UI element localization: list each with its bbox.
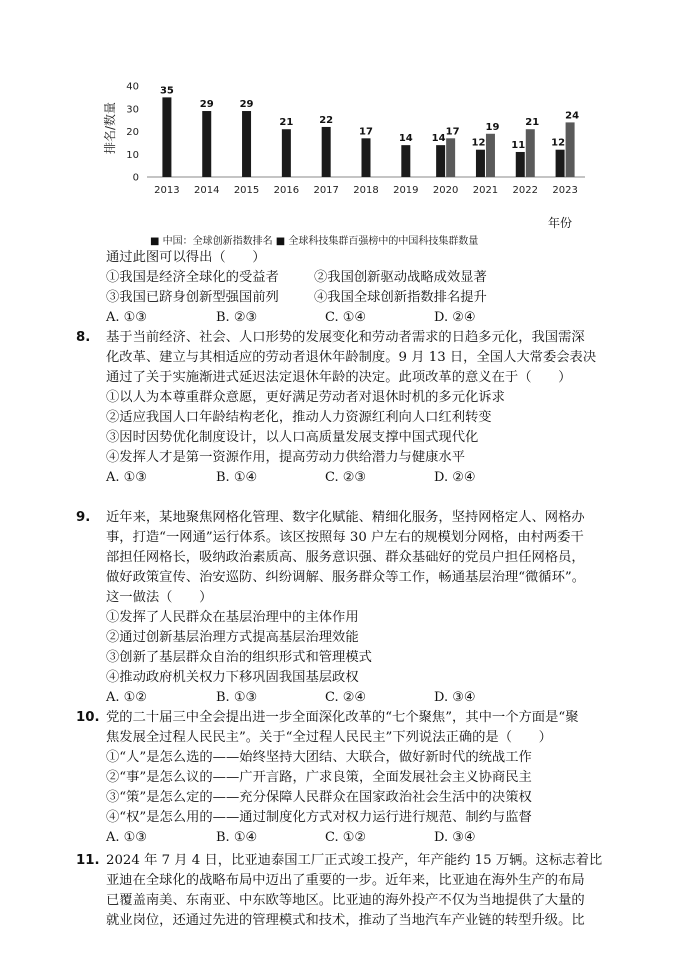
q8-item-2: ②适应我国人口年龄结构老化，推动人力资源红利向人口红利转变 [106, 410, 492, 425]
q10-option-b[interactable]: B. ①④ [216, 830, 258, 845]
q8-line-3: 通过了关于实施渐进式延迟法定退休年龄的决定。此项改革的意义在于（ ） [106, 370, 572, 385]
x-axis-title: 年份 [548, 216, 573, 230]
bar-series-1 [556, 150, 565, 177]
bar-series-1 [476, 150, 485, 177]
q8-option-b[interactable]: B. ①④ [216, 470, 258, 485]
q9-option-d[interactable]: D. ③④ [434, 690, 476, 705]
q9-line-5: 这一做法（ ） [106, 590, 213, 605]
bar-series-1 [436, 145, 445, 177]
x-tick-label: 2016 [273, 185, 300, 196]
q9-number: 9. [76, 510, 91, 525]
q7-stem: 通过此图可以得出（ ） [106, 250, 266, 265]
x-tick-label: 2023 [552, 185, 578, 196]
bar-series-1 [282, 129, 291, 177]
x-tick-label: 2021 [472, 185, 499, 196]
y-tick-label: 40 [126, 81, 139, 93]
bar-series-2 [566, 122, 575, 177]
chart-legend: ■ 中国：全球创新指数排名 ■ 全球科技集群百强榜中的中国科技集群数量 [150, 236, 479, 247]
q9-option-c[interactable]: C. ②④ [325, 690, 367, 705]
q8-item-4: ④发挥人才是第一资源作用，提高劳动力供给潜力与健康水平 [106, 450, 466, 465]
q7-option-a[interactable]: A. ①③ [106, 310, 147, 325]
y-tick-label: 30 [126, 104, 139, 116]
q8-item-1: ①以人为本尊重群众意愿，更好满足劳动者对退休时机的多元化诉求 [106, 390, 505, 405]
q11-line-1: 2024 年 7 月 4 日，比亚迪泰国工厂正式竣工投产，年产能约 15 万辆。这标志着比 [106, 853, 603, 868]
x-tick-label: 2022 [512, 185, 538, 196]
q10-line-2: 焦发展全过程人民民主”。关于“全过程人民民主”下列说法正确的是（ ） [106, 730, 552, 745]
data-label: 17 [445, 126, 460, 138]
bar-series-2 [526, 129, 535, 177]
bar-series-1 [202, 111, 211, 177]
q10-item-3: ③“策”是怎么定的——充分保障人民群众在国家政治社会生活中的决策权 [106, 790, 532, 805]
q9-line-4: 做好政策宣传、治安巡防、纠纷调解、服务群众等工作，畅通基层治理“微循环”。 [106, 570, 585, 585]
data-label: 14 [398, 133, 413, 145]
q9-item-3: ③创新了基层群众自治的组织形式和管理模式 [106, 650, 372, 665]
q7-item-2: ②我国创新驱动战略成效显著 [314, 270, 487, 285]
data-label: 11 [511, 139, 526, 151]
data-label: 14 [431, 133, 446, 145]
q9-item-1: ①发挥了人民群众在基层治理中的主体作用 [106, 610, 359, 625]
q11-line-3: 已覆盖南美、东南亚、中东欧等地区。比亚迪的海外投产不仅为当地提供了大量的 [106, 893, 585, 908]
q8-option-c[interactable]: C. ②③ [325, 470, 367, 485]
bar-series-1 [322, 127, 331, 177]
q8-line-2: 化改革、建立与其相适应的劳动者退休年龄制度。9 月 13 日，全国人大常委会表决 [106, 350, 597, 365]
q8-option-d[interactable]: D. ②④ [434, 470, 476, 485]
data-label: 19 [485, 121, 500, 133]
q7-option-b[interactable]: B. ②③ [216, 310, 258, 325]
q9-line-3: 部担任网格长，吸纳政治素质高、服务意识强、群众基础好的党员户担任网格员， [106, 550, 585, 565]
q10-number: 10. [76, 710, 100, 725]
q7-option-d[interactable]: D. ②④ [434, 310, 476, 325]
q10-item-4: ④“权”是怎么用的——通过制度化方式对权力运行进行规范、制约与监督 [106, 810, 532, 825]
q9-option-b[interactable]: B. ①③ [216, 690, 258, 705]
y-tick-label: 0 [132, 172, 139, 184]
q9-item-2: ②通过创新基层治理方式提高基层治理效能 [106, 630, 359, 645]
q8-number: 8. [76, 330, 91, 345]
bar-series-2 [486, 134, 495, 177]
x-tick-label: 2014 [194, 185, 220, 196]
data-label: 12 [551, 137, 566, 149]
q10-options [106, 828, 586, 848]
q9-options [106, 688, 586, 708]
data-label: 12 [471, 137, 486, 149]
x-tick-label: 2015 [233, 185, 260, 196]
data-label: 17 [359, 126, 373, 138]
q9-line-2: 事，打造“一网通”运行体系。该区按照每 30 户左右的规模划分网格，由村两委干 [106, 530, 584, 545]
q10-item-2: ②“事”是怎么议的——广开言路，广求良策，全面发展社会主义协商民主 [106, 770, 532, 785]
q10-line-1: 党的二十届三中全会提出进一步全面深化改革的“七个聚焦”，其中一个方面是“聚 [106, 710, 579, 725]
bar-series-1 [401, 145, 410, 177]
bar-series-1 [242, 111, 251, 177]
y-tick-label: 10 [126, 149, 139, 161]
q10-option-d[interactable]: D. ③④ [434, 830, 476, 845]
bar-chart [0, 0, 688, 260]
q7-item-1: ①我国是经济全球化的受益者 [106, 270, 279, 285]
data-label: 24 [565, 110, 580, 122]
y-tick-label: 20 [126, 127, 139, 138]
q10-item-1: ①“人”是怎么选的——始终坚持大团结、大联合，做好新时代的统战工作 [106, 750, 532, 765]
data-label: 35 [159, 85, 174, 97]
x-tick-label: 2013 [154, 185, 180, 196]
x-tick-label: 2018 [353, 185, 379, 196]
q10-option-c[interactable]: C. ①② [325, 830, 367, 845]
data-label: 21 [525, 117, 540, 129]
q7-item-3: ③我国已跻身创新型强国前列 [106, 290, 279, 305]
q9-line-1: 近年来，某地聚焦网格化管理、数字化赋能、精细化服务，坚持网格定人、网格办 [106, 510, 585, 525]
q8-options [106, 468, 586, 488]
data-label: 22 [319, 114, 334, 126]
bar-series-1 [162, 97, 171, 177]
bar-series-1 [516, 152, 525, 177]
x-tick-label: 2019 [393, 185, 419, 196]
x-tick-label: 2017 [313, 185, 339, 196]
q10-option-a[interactable]: A. ①③ [106, 830, 147, 845]
data-label: 29 [199, 99, 214, 111]
q9-item-4: ④推动政府机关权力下移巩固我国基层政权 [106, 670, 359, 685]
q7-options [106, 308, 586, 328]
bar-series-1 [362, 138, 371, 177]
y-axis-title: 排名/数量 [103, 101, 117, 155]
q11-line-4: 就业岗位，还通过先进的管理模式和技术，推动了当地汽车产业链的转型升级。比 [106, 913, 585, 928]
q9-option-a[interactable]: A. ①② [106, 690, 147, 705]
q7-option-c[interactable]: C. ①④ [325, 310, 367, 325]
data-label: 29 [239, 99, 254, 111]
q11-line-2: 亚迪在全球化的战略布局中迈出了重要的一步。近年来，比亚迪在海外生产的布局 [106, 873, 585, 888]
q11-number: 11. [76, 853, 100, 868]
q7-item-4: ④我国全球创新指数排名提升 [314, 290, 487, 305]
x-tick-label: 2020 [432, 185, 459, 196]
q8-item-3: ③因时因势优化制度设计，以人口高质量发展支撑中国式现代化 [106, 430, 479, 445]
data-label: 21 [279, 117, 294, 129]
q8-option-a[interactable]: A. ①③ [106, 470, 147, 485]
q8-line-1: 基于当前经济、社会、人口形势的发展变化和劳动者需求的日趋多元化，我国需深 [106, 330, 585, 345]
bar-series-2 [446, 138, 455, 177]
